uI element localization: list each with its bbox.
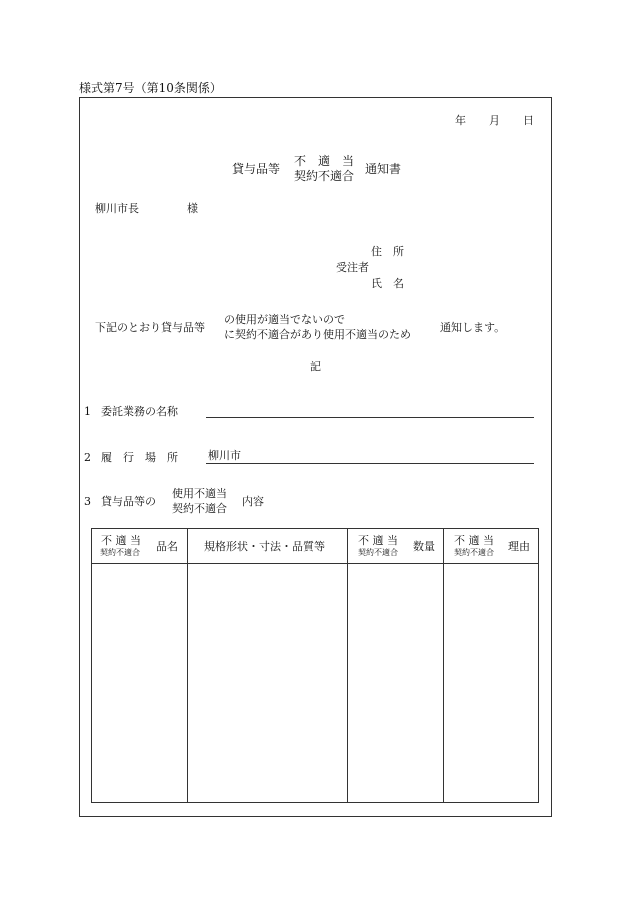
title-option-bottom: 契約不適合	[294, 169, 355, 183]
sender-address-label: 住 所	[371, 245, 404, 258]
item-underline	[206, 417, 534, 418]
column-divider	[347, 529, 348, 802]
column-option-top: 不 適 当	[454, 534, 494, 547]
title-option-top: 不 適 当	[294, 154, 355, 168]
column-option-bottom: 契約不適合	[358, 548, 398, 557]
addressee-honorific: 様	[187, 202, 198, 215]
item-value: 柳川市	[208, 449, 241, 462]
ki-heading: 記	[310, 360, 321, 373]
column-option-bottom: 契約不適合	[454, 548, 494, 557]
column-header-spec: 規格形状・寸法・品質等	[204, 540, 325, 553]
sender-name-label: 氏 名	[371, 277, 404, 290]
item-label: 履 行 場 所	[101, 451, 178, 464]
column-divider	[443, 529, 444, 802]
title-prefix: 貸与品等	[232, 162, 281, 176]
title-suffix: 通知書	[365, 162, 402, 176]
item-underline	[206, 463, 534, 464]
date-day: 日	[523, 114, 534, 127]
item3-option-top: 使用不適当	[172, 487, 227, 500]
body-prefix: 下記のとおり貸与品等	[95, 321, 205, 334]
item-number: 3	[84, 495, 91, 508]
sender-role: 受注者	[336, 261, 369, 274]
item3-prefix: 貸与品等の	[101, 495, 156, 508]
items-table	[91, 528, 539, 803]
column-option-top: 不 適 当	[358, 534, 398, 547]
column-option-bottom: 契約不適合	[100, 548, 140, 557]
body-suffix: 通知します。	[440, 321, 506, 334]
item-number: 2	[84, 451, 91, 464]
column-option-top: 不 適 当	[101, 534, 141, 547]
item3-suffix: 内容	[242, 495, 264, 508]
body-option-bottom: に契約不適合があり使用不適当のため	[224, 328, 411, 341]
body-option-top: の使用が適当でないので	[224, 313, 345, 326]
form-label: 様式第7号（第10条関係）	[79, 81, 222, 95]
addressee-name: 柳川市長	[95, 202, 139, 215]
item3-option-bottom: 契約不適合	[172, 502, 227, 515]
column-label: 理由	[508, 540, 530, 553]
date-year: 年	[455, 114, 466, 127]
date-month: 月	[489, 114, 500, 127]
column-label: 品名	[156, 540, 178, 553]
item-number: 1	[84, 405, 91, 418]
column-divider	[187, 529, 188, 802]
item-label: 委託業務の名称	[101, 405, 178, 418]
column-label: 数量	[413, 540, 435, 553]
